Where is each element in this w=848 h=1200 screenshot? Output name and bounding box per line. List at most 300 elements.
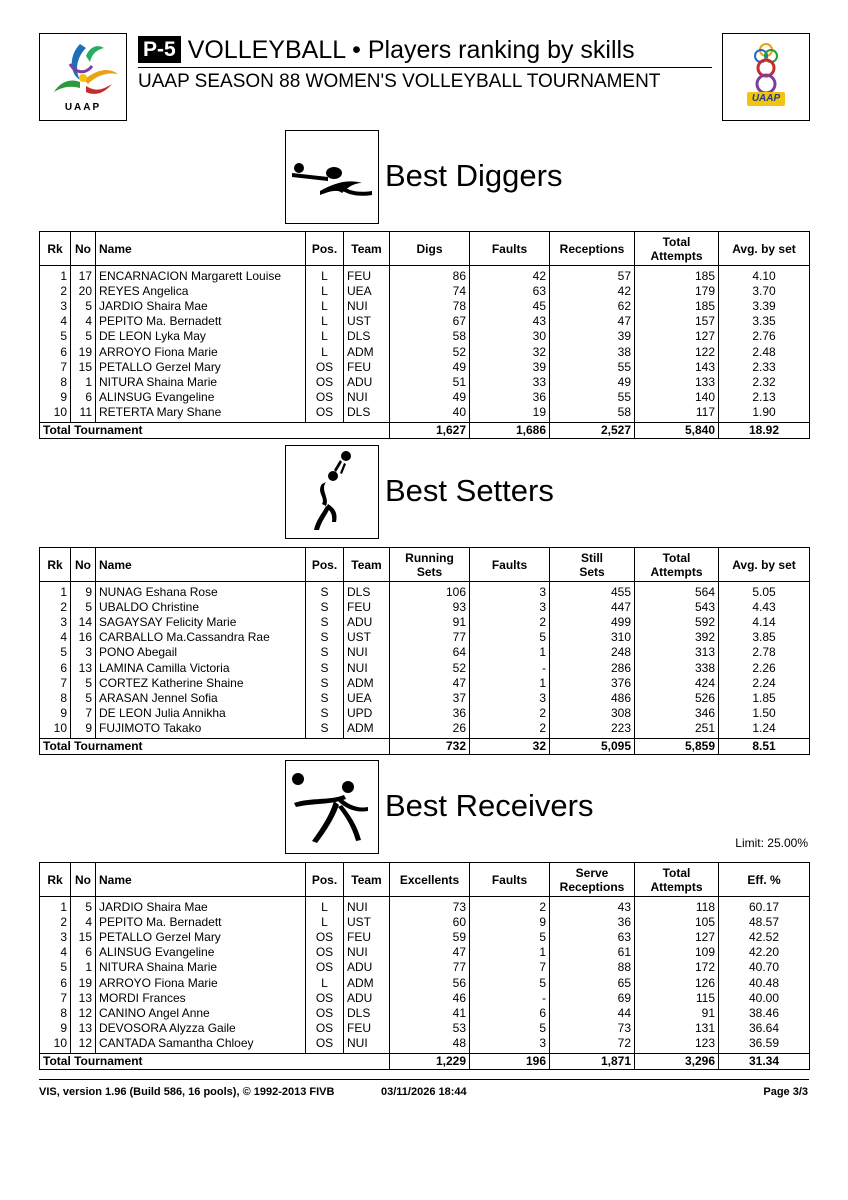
cell-val3: 455 [550, 582, 635, 600]
cell-faults: 43 [470, 314, 550, 329]
cell-total-attempts: 338 [635, 660, 719, 675]
cell-rk: 4 [40, 630, 71, 645]
cell-val3: 499 [550, 614, 635, 629]
cell-val1: 53 [390, 1021, 470, 1036]
col-eff-pct: Eff. % [719, 863, 810, 897]
cell-no: 12 [71, 1005, 96, 1020]
header-divider [138, 67, 712, 68]
cell-total-attempts: 313 [635, 645, 719, 660]
cell-avg: 3.85 [719, 630, 810, 645]
cell-rk: 2 [40, 914, 71, 929]
cell-team: FEU [344, 929, 390, 944]
table-row [40, 298, 810, 313]
cell-name: PONO Abegail [96, 645, 306, 660]
cell-avg: 3.39 [719, 298, 810, 313]
table-row [40, 329, 810, 344]
receiver-pictogram-icon [285, 760, 379, 854]
cell-pos: L [306, 314, 344, 329]
cell-rk: 7 [40, 675, 71, 690]
cell-team: DLS [344, 329, 390, 344]
cell-faults: 3 [470, 582, 550, 600]
cell-pos: S [306, 614, 344, 629]
cell-total-attempts: 126 [635, 975, 719, 990]
cell-total-attempts: 127 [635, 929, 719, 944]
total-cell: 8.51 [719, 738, 810, 754]
cell-rk: 3 [40, 614, 71, 629]
cell-pos: OS [306, 405, 344, 423]
total-cell: 1,229 [390, 1053, 470, 1069]
cell-faults: 5 [470, 1021, 550, 1036]
cell-avg: 36.59 [719, 1036, 810, 1054]
cell-no: 5 [71, 298, 96, 313]
cell-rk: 4 [40, 945, 71, 960]
cell-total-attempts: 131 [635, 1021, 719, 1036]
cell-val1: 47 [390, 675, 470, 690]
total-label: Total Tournament [40, 738, 390, 754]
total-cell: 5,859 [635, 738, 719, 754]
cell-avg: 5.05 [719, 582, 810, 600]
cell-team: DLS [344, 1005, 390, 1020]
cell-avg: 38.46 [719, 1005, 810, 1020]
col-pos: Pos. [306, 863, 344, 897]
table-row [40, 1036, 810, 1054]
cell-total-attempts: 172 [635, 960, 719, 975]
cell-rk: 6 [40, 660, 71, 675]
cell-pos: OS [306, 960, 344, 975]
cell-no: 6 [71, 945, 96, 960]
table-row [40, 990, 810, 1005]
cell-pos: S [306, 630, 344, 645]
cell-total-attempts: 117 [635, 405, 719, 423]
cell-no: 5 [71, 329, 96, 344]
cell-name: ARROYO Fiona Marie [96, 975, 306, 990]
cell-name: CANINO Angel Anne [96, 1005, 306, 1020]
table-row [40, 1005, 810, 1020]
cell-avg: 40.48 [719, 975, 810, 990]
table-row [40, 721, 810, 739]
cell-faults: 19 [470, 405, 550, 423]
cell-avg: 60.17 [719, 897, 810, 915]
cell-name: NITURA Shaina Marie [96, 960, 306, 975]
table-row [40, 359, 810, 374]
table-row [40, 599, 810, 614]
cell-avg: 42.52 [719, 929, 810, 944]
cell-name: RETERTA Mary Shane [96, 405, 306, 423]
cell-total-attempts: 392 [635, 630, 719, 645]
cell-total-attempts: 91 [635, 1005, 719, 1020]
cell-no: 5 [71, 675, 96, 690]
cell-team: ADM [344, 675, 390, 690]
cell-total-attempts: 179 [635, 283, 719, 298]
cell-no: 5 [71, 897, 96, 915]
table-row [40, 706, 810, 721]
cell-name: PEPITO Ma. Bernadett [96, 314, 306, 329]
cell-val1: 86 [390, 266, 470, 284]
cell-val1: 59 [390, 929, 470, 944]
cell-name: SAGAYSAY Felicity Marie [96, 614, 306, 629]
cell-name: PETALLO Gerzel Mary [96, 359, 306, 374]
cell-name: DE LEON Lyka May [96, 329, 306, 344]
cell-pos: L [306, 344, 344, 359]
cell-name: ARROYO Fiona Marie [96, 344, 306, 359]
limit-note: Limit: 25.00% [735, 836, 808, 850]
cell-faults: 1 [470, 675, 550, 690]
cell-team: FEU [344, 1021, 390, 1036]
cell-faults: 2 [470, 614, 550, 629]
cell-avg: 2.32 [719, 374, 810, 389]
cell-val1: 46 [390, 990, 470, 1005]
cell-avg: 1.85 [719, 690, 810, 705]
cell-avg: 2.76 [719, 329, 810, 344]
cell-pos: S [306, 599, 344, 614]
col-no: No [71, 232, 96, 266]
cell-val3: 42 [550, 283, 635, 298]
cell-val1: 37 [390, 690, 470, 705]
cell-pos: S [306, 721, 344, 739]
cell-name: FUJIMOTO Takako [96, 721, 306, 739]
cell-team: NUI [344, 945, 390, 960]
cell-total-attempts: 123 [635, 1036, 719, 1054]
cell-name: UBALDO Christine [96, 599, 306, 614]
cell-pos: OS [306, 359, 344, 374]
cell-avg: 2.78 [719, 645, 810, 660]
total-cell: 3,296 [635, 1053, 719, 1069]
col-team: Team [344, 548, 390, 582]
cell-pos: L [306, 329, 344, 344]
cell-val3: 44 [550, 1005, 635, 1020]
cell-val3: 57 [550, 266, 635, 284]
cell-val3: 73 [550, 1021, 635, 1036]
table-row [40, 314, 810, 329]
cell-total-attempts: 185 [635, 298, 719, 313]
cell-faults: 6 [470, 1005, 550, 1020]
cell-team: FEU [344, 599, 390, 614]
cell-rk: 1 [40, 582, 71, 600]
cell-total-attempts: 122 [635, 344, 719, 359]
cell-val1: 40 [390, 405, 470, 423]
cell-rk: 8 [40, 690, 71, 705]
cell-faults: 5 [470, 975, 550, 990]
cell-no: 17 [71, 266, 96, 284]
p5-badge: P-5 [138, 36, 181, 63]
cell-rk: 3 [40, 298, 71, 313]
table-row [40, 405, 810, 423]
cell-faults: 2 [470, 897, 550, 915]
cell-name: MORDI Frances [96, 990, 306, 1005]
cell-rk: 3 [40, 929, 71, 944]
cell-pos: L [306, 897, 344, 915]
total-label: Total Tournament [40, 422, 390, 438]
col-rk: Rk [40, 232, 71, 266]
cell-faults: 45 [470, 298, 550, 313]
col-rk: Rk [40, 863, 71, 897]
cell-rk: 1 [40, 897, 71, 915]
footer-divider [39, 1079, 809, 1080]
cell-val3: 62 [550, 298, 635, 313]
cell-total-attempts: 564 [635, 582, 719, 600]
cell-faults: 1 [470, 945, 550, 960]
table-row [40, 266, 810, 284]
cell-rk: 6 [40, 975, 71, 990]
cell-val3: 58 [550, 405, 635, 423]
cell-pos: S [306, 706, 344, 721]
cell-name: CORTEZ Katherine Shaine [96, 675, 306, 690]
cell-val1: 58 [390, 329, 470, 344]
col-faults: Faults [470, 863, 550, 897]
table-row [40, 630, 810, 645]
cell-team: ADM [344, 975, 390, 990]
cell-rk: 8 [40, 374, 71, 389]
cell-rk: 1 [40, 266, 71, 284]
cell-total-attempts: 157 [635, 314, 719, 329]
cell-name: JARDIO Shaira Mae [96, 897, 306, 915]
table-row [40, 374, 810, 389]
cell-faults: - [470, 990, 550, 1005]
cell-total-attempts: 140 [635, 390, 719, 405]
setters-header-row [40, 548, 810, 582]
cell-pos: S [306, 660, 344, 675]
cell-val1: 77 [390, 630, 470, 645]
cell-no: 4 [71, 914, 96, 929]
cell-total-attempts: 251 [635, 721, 719, 739]
cell-total-attempts: 185 [635, 266, 719, 284]
right-logo-text: UAAP [751, 93, 781, 104]
cell-val1: 73 [390, 897, 470, 915]
cell-team: UEA [344, 283, 390, 298]
title-text: VOLLEYBALL • Players ranking by skills [187, 36, 635, 64]
cell-no: 13 [71, 660, 96, 675]
cell-team: UST [344, 314, 390, 329]
cell-rk: 5 [40, 960, 71, 975]
cell-faults: 33 [470, 374, 550, 389]
total-cell: 31.34 [719, 1053, 810, 1069]
cell-faults: 3 [470, 690, 550, 705]
cell-pos: OS [306, 929, 344, 944]
cell-faults: 7 [470, 960, 550, 975]
cell-faults: 30 [470, 329, 550, 344]
total-cell: 2,527 [550, 422, 635, 438]
total-cell: 5,095 [550, 738, 635, 754]
cell-no: 4 [71, 314, 96, 329]
cell-val3: 69 [550, 990, 635, 1005]
cell-name: ARASAN Jennel Sofia [96, 690, 306, 705]
cell-pos: OS [306, 1021, 344, 1036]
cell-avg: 2.33 [719, 359, 810, 374]
uaap-left-logo [39, 33, 127, 121]
cell-team: NUI [344, 645, 390, 660]
cell-faults: 32 [470, 344, 550, 359]
table-row [40, 1021, 810, 1036]
cell-rk: 10 [40, 1036, 71, 1054]
table-row [40, 975, 810, 990]
diggers-header-row [40, 232, 810, 266]
cell-faults: 36 [470, 390, 550, 405]
cell-avg: 3.70 [719, 283, 810, 298]
section-title-diggers: Best Diggers [385, 158, 563, 193]
table-row [40, 582, 810, 600]
receivers-header-row [40, 863, 810, 897]
cell-total-attempts: 424 [635, 675, 719, 690]
table-row [40, 914, 810, 929]
table-row [40, 344, 810, 359]
cell-team: NUI [344, 390, 390, 405]
cell-val1: 41 [390, 1005, 470, 1020]
cell-rk: 2 [40, 599, 71, 614]
cell-faults: 9 [470, 914, 550, 929]
col-pos: Pos. [306, 548, 344, 582]
cell-team: DLS [344, 582, 390, 600]
cell-avg: 1.24 [719, 721, 810, 739]
diggers-total-row [40, 422, 810, 438]
cell-team: UEA [344, 690, 390, 705]
cell-total-attempts: 133 [635, 374, 719, 389]
cell-team: UST [344, 630, 390, 645]
cell-val3: 310 [550, 630, 635, 645]
col-rk: Rk [40, 548, 71, 582]
table-row [40, 390, 810, 405]
cell-total-attempts: 118 [635, 897, 719, 915]
cell-avg: 2.48 [719, 344, 810, 359]
cell-val1: 51 [390, 374, 470, 389]
cell-faults: 2 [470, 706, 550, 721]
cell-pos: S [306, 645, 344, 660]
total-cell: 732 [390, 738, 470, 754]
cell-val3: 49 [550, 374, 635, 389]
col-receptions: Receptions [550, 232, 635, 266]
cell-name: NUNAG Eshana Rose [96, 582, 306, 600]
cell-no: 19 [71, 975, 96, 990]
cell-val1: 93 [390, 599, 470, 614]
total-cell: 32 [470, 738, 550, 754]
receivers-table [39, 862, 810, 1070]
cell-val3: 36 [550, 914, 635, 929]
cell-team: ADU [344, 960, 390, 975]
table-row [40, 960, 810, 975]
cell-pos: OS [306, 390, 344, 405]
col-avg-by-set: Avg. by set [719, 232, 810, 266]
col-name: Name [96, 863, 306, 897]
cell-total-attempts: 592 [635, 614, 719, 629]
cell-val3: 72 [550, 1036, 635, 1054]
cell-no: 9 [71, 721, 96, 739]
cell-rk: 4 [40, 314, 71, 329]
footer-version: VIS, version 1.96 (Build 586, 16 pools), © 1992-2013 FIVB [39, 1086, 335, 1098]
cell-val1: 67 [390, 314, 470, 329]
total-cell: 196 [470, 1053, 550, 1069]
total-cell: 1,686 [470, 422, 550, 438]
cell-val1: 78 [390, 298, 470, 313]
cell-val1: 47 [390, 945, 470, 960]
cell-total-attempts: 105 [635, 914, 719, 929]
cell-val3: 248 [550, 645, 635, 660]
cell-team: NUI [344, 660, 390, 675]
section-title-receivers: Best Receivers [385, 788, 594, 823]
cell-val3: 47 [550, 314, 635, 329]
cell-avg: 1.90 [719, 405, 810, 423]
cell-val1: 36 [390, 706, 470, 721]
cell-pos: OS [306, 1005, 344, 1020]
col-team: Team [344, 232, 390, 266]
cell-rk: 9 [40, 1021, 71, 1036]
cell-name: DE LEON Julia Annikha [96, 706, 306, 721]
section-title-setters: Best Setters [385, 473, 554, 508]
cell-team: UST [344, 914, 390, 929]
cell-total-attempts: 143 [635, 359, 719, 374]
cell-name: NITURA Shaina Marie [96, 374, 306, 389]
total-cell: 18.92 [719, 422, 810, 438]
cell-pos: L [306, 914, 344, 929]
cell-val3: 286 [550, 660, 635, 675]
page-subtitle: UAAP SEASON 88 WOMEN'S VOLLEYBALL TOURNAMENT [138, 71, 661, 92]
cell-avg: 2.13 [719, 390, 810, 405]
cell-team: FEU [344, 266, 390, 284]
cell-pos: OS [306, 374, 344, 389]
col-total-attempts: Total Attempts [635, 548, 719, 582]
cell-faults: 2 [470, 721, 550, 739]
cell-no: 5 [71, 690, 96, 705]
cell-total-attempts: 127 [635, 329, 719, 344]
cell-rk: 5 [40, 329, 71, 344]
receivers-total-row [40, 1053, 810, 1069]
col-team: Team [344, 863, 390, 897]
cell-val1: 106 [390, 582, 470, 600]
cell-avg: 2.26 [719, 660, 810, 675]
cell-no: 7 [71, 706, 96, 721]
cell-total-attempts: 543 [635, 599, 719, 614]
cell-team: NUI [344, 897, 390, 915]
cell-avg: 2.24 [719, 675, 810, 690]
cell-no: 15 [71, 929, 96, 944]
total-label: Total Tournament [40, 1053, 390, 1069]
table-row [40, 945, 810, 960]
diggers-table [39, 231, 810, 439]
cell-pos: L [306, 975, 344, 990]
col-still-sets: Still Sets [550, 548, 635, 582]
cell-name: ALINSUG Evangeline [96, 390, 306, 405]
col-digs: Digs [390, 232, 470, 266]
cell-team: ADU [344, 374, 390, 389]
cell-val1: 64 [390, 645, 470, 660]
col-pos: Pos. [306, 232, 344, 266]
table-row [40, 675, 810, 690]
cell-rk: 5 [40, 645, 71, 660]
cell-val1: 26 [390, 721, 470, 739]
cell-faults: 5 [470, 630, 550, 645]
cell-avg: 40.70 [719, 960, 810, 975]
cell-val3: 486 [550, 690, 635, 705]
cell-team: ADM [344, 344, 390, 359]
footer-page: Page 3/3 [763, 1086, 808, 1098]
cell-name: DEVOSORA Alyzza Gaile [96, 1021, 306, 1036]
cell-pos: S [306, 582, 344, 600]
col-excellents: Excellents [390, 863, 470, 897]
cell-avg: 42.20 [719, 945, 810, 960]
cell-avg: 48.57 [719, 914, 810, 929]
cell-name: REYES Angelica [96, 283, 306, 298]
cell-faults: 5 [470, 929, 550, 944]
table-row [40, 660, 810, 675]
col-name: Name [96, 548, 306, 582]
col-name: Name [96, 232, 306, 266]
cell-val1: 52 [390, 344, 470, 359]
total-cell: 5,840 [635, 422, 719, 438]
table-row [40, 283, 810, 298]
cell-no: 1 [71, 960, 96, 975]
cell-team: NUI [344, 298, 390, 313]
cell-team: ADU [344, 990, 390, 1005]
cell-pos: S [306, 675, 344, 690]
cell-val1: 74 [390, 283, 470, 298]
